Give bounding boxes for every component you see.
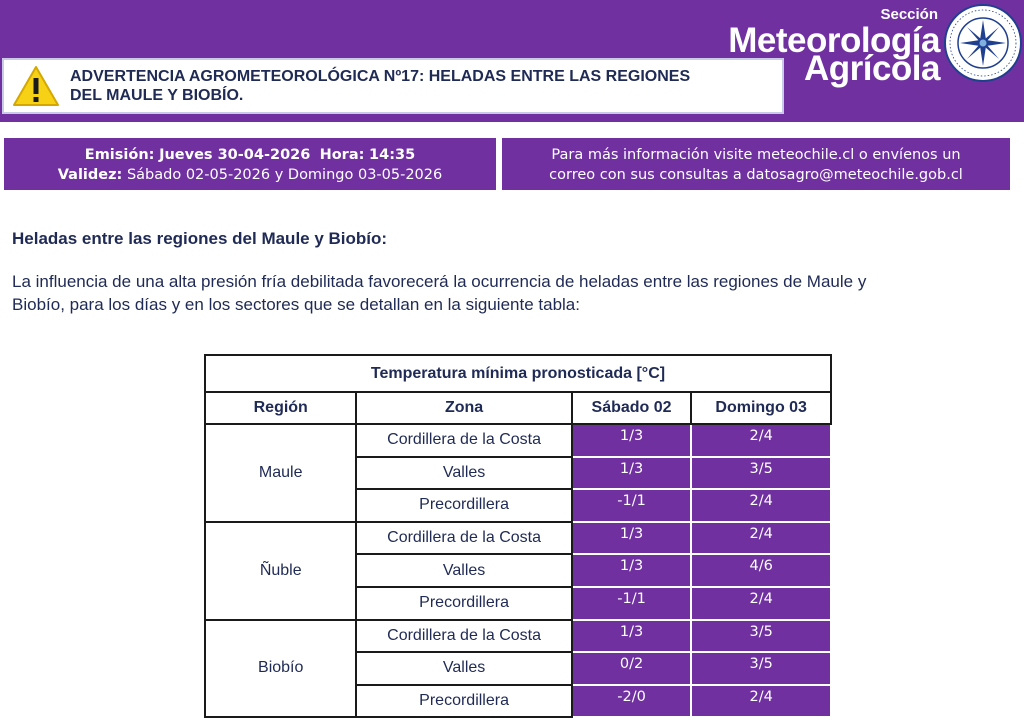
zone-cell: Cordillera de la Costa [356, 424, 571, 457]
header-saturday: Sábado 02 [572, 392, 692, 424]
saturday-temp-cell: 1/3 [572, 620, 692, 653]
emission-line [4, 145, 496, 165]
saturday-temp-cell: 1/3 [572, 424, 692, 457]
warning-box [2, 58, 784, 114]
saturday-temp-cell: 1/3 [572, 554, 692, 587]
region-cell: Ñuble [205, 522, 356, 620]
body-line2: Biobío, para los días y en los sectores que se detallan en la siguiente tabla: [12, 295, 580, 314]
warning-title [70, 67, 780, 105]
zone-cell: Valles [356, 457, 571, 490]
table-row [205, 620, 831, 653]
zone-cell: Valles [356, 554, 571, 587]
validity-line [4, 165, 496, 185]
contact-line2: correo con sus consultas a datosagro@meteochile.gob.cl [549, 167, 963, 183]
body-paragraph [12, 270, 1012, 316]
zone-cell: Cordillera de la Costa [356, 620, 571, 653]
zone-cell: Cordillera de la Costa [356, 522, 571, 555]
brand-logo [700, 4, 940, 88]
sunday-temp-cell: 2/4 [691, 424, 831, 457]
sunday-temp-cell: 2/4 [691, 685, 831, 718]
zone-cell: Precordillera [356, 489, 571, 522]
sunday-temp-cell: 3/5 [691, 620, 831, 653]
brand-line1: Meteorología [728, 21, 940, 60]
emission-label: Emisión: [84, 147, 155, 163]
header-region: Región [205, 392, 356, 424]
saturday-temp-cell: -2/0 [572, 685, 692, 718]
brand-section-label: Sección [880, 6, 938, 23]
table-row [205, 424, 831, 457]
zone-cell: Valles [356, 652, 571, 685]
sunday-temp-cell: 2/4 [691, 522, 831, 555]
saturday-temp-cell: 1/3 [572, 457, 692, 490]
sunday-temp-cell: 2/4 [691, 489, 831, 522]
sunday-temp-cell: 3/5 [691, 652, 831, 685]
saturday-temp-cell: 1/3 [572, 522, 692, 555]
section-title: Heladas entre las regiones del Maule y Biobío: [12, 229, 388, 248]
saturday-temp-cell: 0/2 [572, 652, 692, 685]
saturday-temp-cell: -1/1 [572, 587, 692, 620]
body-line1: La influencia de una alta presión fría debilitada favorecerá la ocurrencia de heladas entre las regiones de Maule y [12, 272, 867, 291]
direccion-meteorologica-seal-icon [943, 3, 1023, 83]
warning-triangle-icon [4, 60, 68, 112]
warning-title-line1: ADVERTENCIA AGROMETEOROLÓGICA Nº17: HELADAS ENTRE LAS REGIONES [70, 68, 691, 85]
table-caption: Temperatura mínima pronosticada [°C] [205, 355, 831, 392]
sunday-temp-cell: 2/4 [691, 587, 831, 620]
validity-label: Validez: [57, 167, 123, 183]
region-cell: Biobío [205, 620, 356, 718]
validity-value: Sábado 02-05-2026 y Domingo 03-05-2026 [126, 167, 443, 183]
brand-line2: Agrícola [803, 49, 940, 88]
emission-value: Jueves 30-04-2026 [159, 147, 311, 163]
header-zone: Zona [356, 392, 571, 424]
contact-info [502, 138, 1010, 190]
zone-cell: Precordillera [356, 685, 571, 718]
header-sunday: Domingo 03 [691, 392, 831, 424]
hour-value: 14:35 [369, 147, 416, 163]
saturday-temp-cell: -1/1 [572, 489, 692, 522]
zone-cell: Precordillera [356, 587, 571, 620]
header-banner [0, 0, 1024, 122]
hour-label: Hora: [319, 147, 365, 163]
warning-title-line2: DEL MAULE Y BIOBÍO. [70, 87, 244, 104]
sunday-temp-cell: 3/5 [691, 457, 831, 490]
frost-forecast-table [204, 354, 832, 718]
table-row [205, 522, 831, 555]
region-cell: Maule [205, 424, 356, 522]
emission-info [4, 138, 496, 190]
sunday-temp-cell: 4/6 [691, 554, 831, 587]
contact-line1: Para más información visite meteochile.cl o envíenos un [551, 147, 961, 163]
